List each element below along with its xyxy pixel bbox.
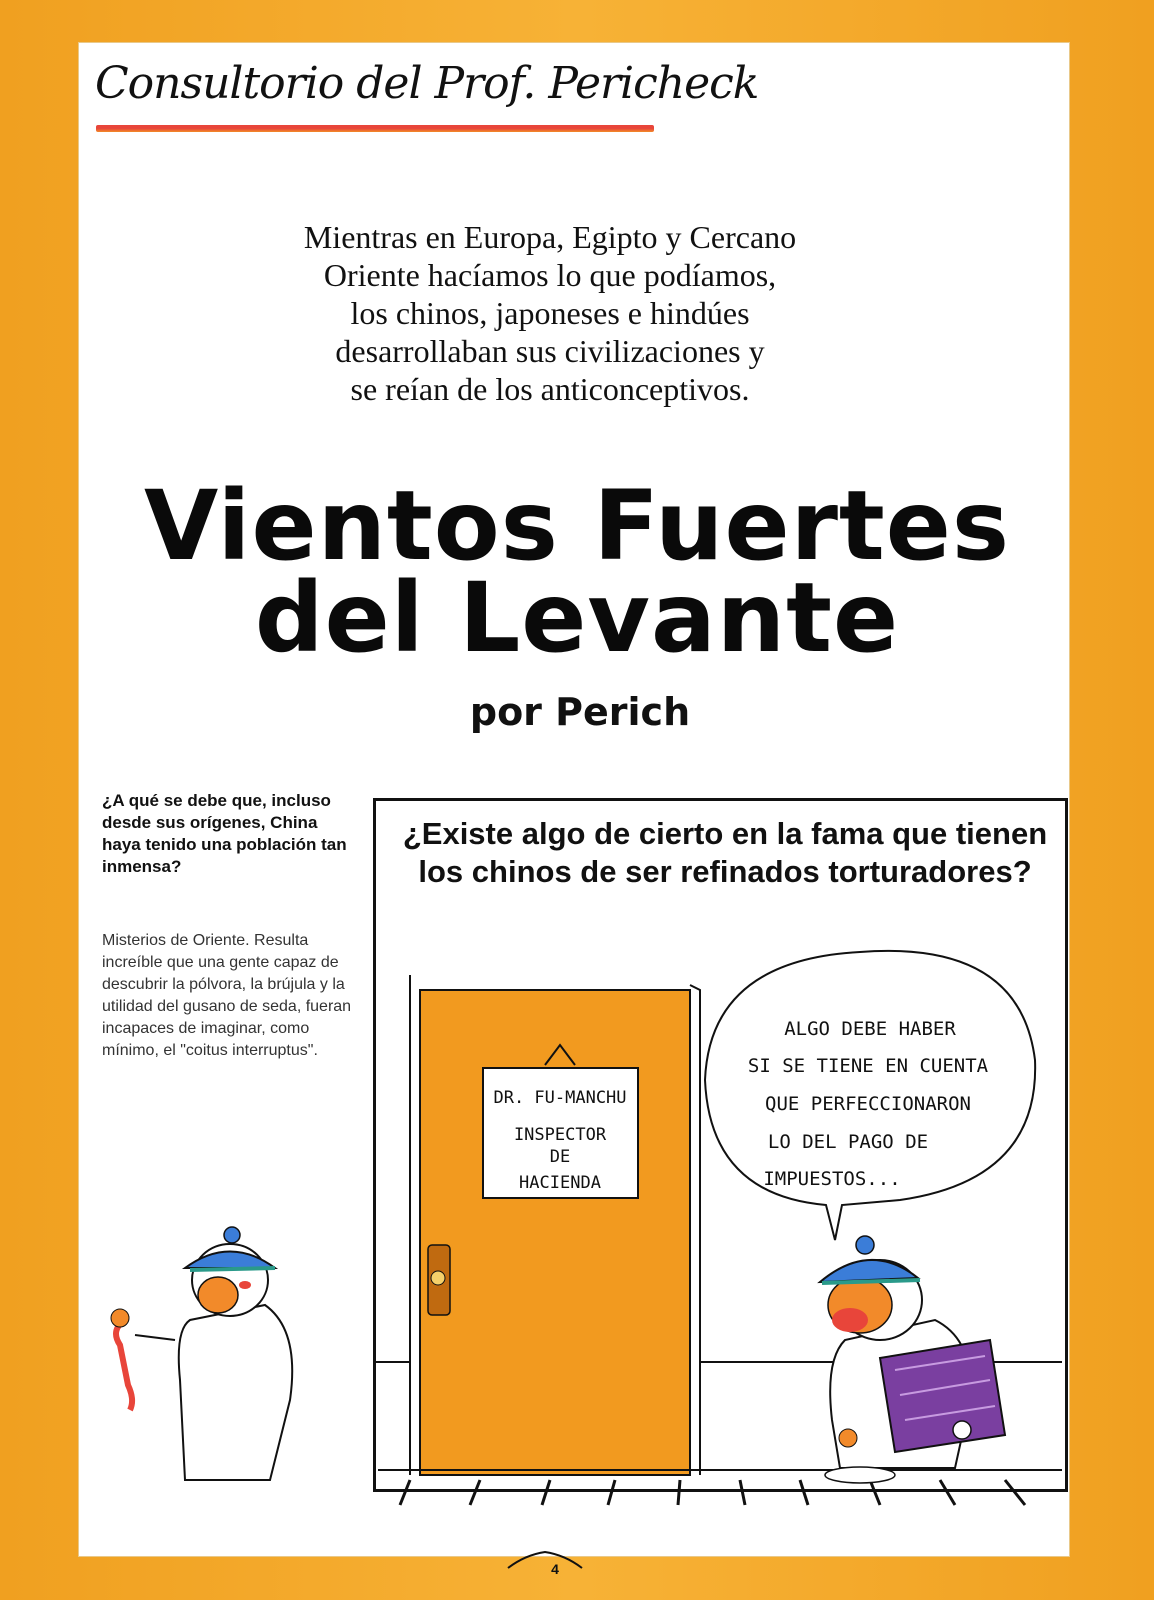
- sign-line-2: INSPECTOR: [513, 1125, 607, 1145]
- left-character-illustration: [111, 1227, 292, 1480]
- sidebar-question: ¿A qué se debe que, incluso desde sus orígenes, China haya tenido una población tan inmensa?: [102, 791, 347, 876]
- bubble-line-4: LO DEL PAGO DE: [767, 1131, 929, 1153]
- bubble-line-3: QUE PERFECCIONARON: [765, 1093, 971, 1115]
- byline: por Perich: [469, 690, 691, 734]
- sign-line-4: HACIENDA: [519, 1173, 601, 1193]
- sidebar-answer: Misterios de Oriente. Resulta increíble que una gente capaz de descubrir la pólvora, la brújula y la utilidad del gusano de seda, fueran incapaces de imaginar, como mínimo, el "coitus interruptus".: [102, 932, 352, 1059]
- speech-bubble: [705, 951, 1035, 1240]
- article-title-line-2: del Levante: [254, 562, 900, 674]
- sign-line-1: DR. FU-MANCHU: [493, 1088, 627, 1108]
- intro-line: se reían de los anticonceptivos.: [350, 371, 750, 407]
- bubble-line-1: ALGO DEBE HABER: [784, 1018, 956, 1040]
- intro-line: desarrollaban sus civilizaciones y: [335, 333, 765, 369]
- intro-line: los chinos, japoneses e hindúes: [350, 295, 750, 331]
- door-sign: [483, 1045, 638, 1198]
- intro-line: Mientras en Europa, Egipto y Cercano: [303, 219, 797, 255]
- sign-line-3: DE: [549, 1147, 571, 1167]
- page-number: 4: [551, 1561, 559, 1577]
- article-title-line-1: Vientos Fuertes: [143, 470, 1011, 582]
- bubble-line-5: IMPUESTOS...: [763, 1168, 901, 1190]
- section-title: Consultorio del Prof. Pericheck: [95, 58, 759, 109]
- intro-line: Oriente hacíamos lo que podíamos,: [323, 257, 777, 293]
- right-character-illustration: [820, 1236, 1005, 1483]
- bubble-line-2: SI SE TIENE EN CUENTA: [747, 1055, 989, 1077]
- panel-question: ¿Existe algo de cierto en la fama que tienen los chinos de ser refinados torturadores?: [402, 816, 1048, 889]
